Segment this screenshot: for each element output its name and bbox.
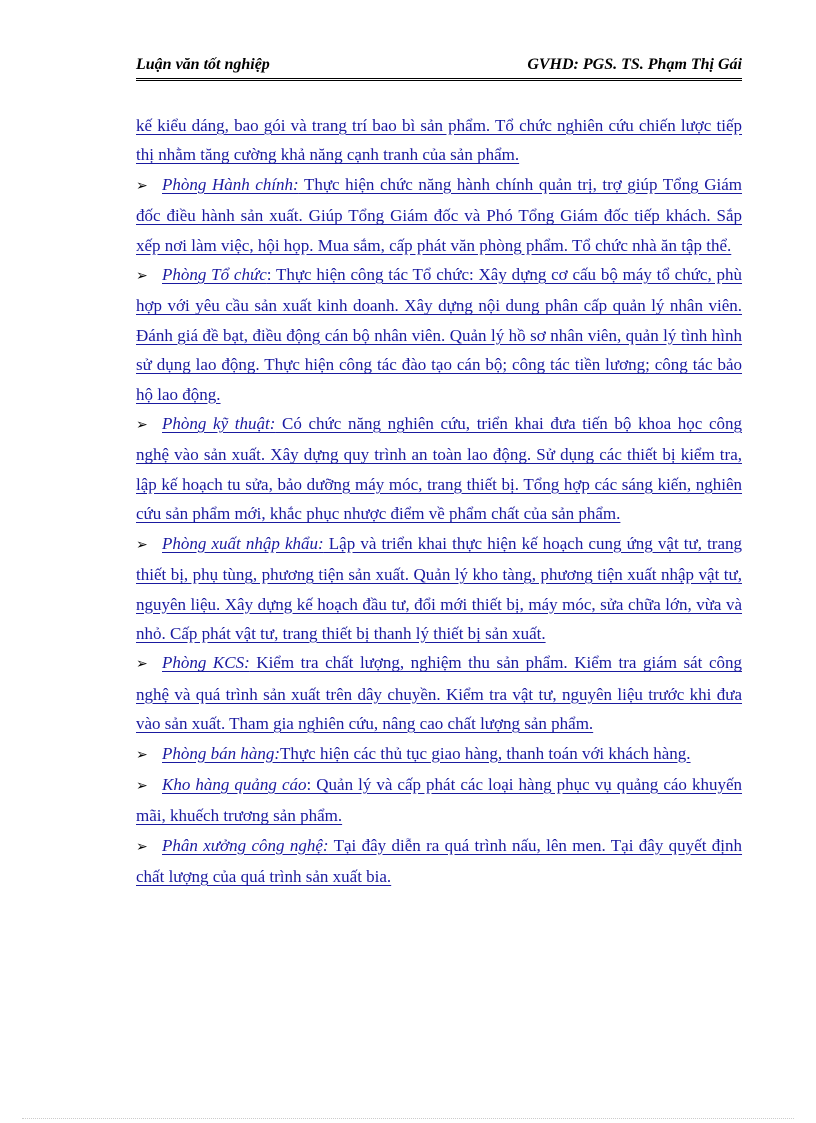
item-title: Kho hàng quảng cáo xyxy=(162,774,307,794)
arrow-bullet-icon: ➢ xyxy=(136,747,148,763)
item-title: Phòng Tổ chức xyxy=(162,265,267,285)
arrow-bullet-icon: ➢ xyxy=(136,178,148,194)
item-title: Phân xưởng công nghệ: xyxy=(162,835,329,855)
item-title: Phòng kỹ thuật: xyxy=(162,414,276,434)
header-right: GVHD: PGS. TS. Phạm Thị Gái xyxy=(527,56,742,73)
list-item xyxy=(136,831,742,892)
arrow-bullet-icon: ➢ xyxy=(136,778,148,794)
item-text: Thực hiện chức năng hành chính quản trị, trợ giúp Tổng Giám đốc điều hành sản xuất. Giúp Tổng Giám đốc và Phó Tổng Giám đốc tiếp khách. Sắp xếp nơi làm việc, hội họp. Mua sắm, cấp phát văn phòng phẩm. Tổ chức nhà ăn tập thể. xyxy=(136,174,742,255)
item-text: Tại đây diễn ra quá trình nấu, lên men. Tại đây quyết định chất lượng của quá trình sản xuất bia. xyxy=(136,835,743,887)
document-body xyxy=(136,111,742,892)
list-item xyxy=(136,648,742,738)
item-title: Phòng Hành chính: xyxy=(162,174,299,194)
arrow-bullet-icon: ➢ xyxy=(136,839,148,855)
list-item xyxy=(136,739,742,770)
arrow-bullet-icon: ➢ xyxy=(136,657,148,673)
item-title: Phòng xuất nhập khẩu: xyxy=(162,533,324,553)
list-item xyxy=(136,529,742,649)
arrow-bullet-icon: ➢ xyxy=(136,269,148,285)
item-text: Lập và triển khai thực hiện kế hoạch cung ứng vật tư, trang thiết bị, phụ tùng, phương tiện sản xuất. Quản lý kho tàng, phương tiện xuất nhập vật tư, nguyên liệu. Xây dựng kế hoạch đầu tư, đổi mới thiết bị, máy móc, sửa chữa lớn, vừa và nhỏ. Cấp phát vật tư, trang thiết bị thanh lý thiết bị sản xuất. xyxy=(136,533,742,643)
item-title: Phòng bán hàng: xyxy=(162,743,281,763)
item-text: : Quản lý và cấp phát các loại hàng phục vụ quảng cáo khuyến mãi, khuếch trương sản phẩm. xyxy=(136,774,742,826)
item-text: Kiểm tra chất lượng, nghiệm thu sản phẩm. Kiểm tra giám sát công nghệ và quá trình sản xuất trên dây chuyền. Kiểm tra vật tư, nguyên liệu trước khi đưa vào sản xuất. Tham gia nghiên cứu, nâng cao chất lượng sản phẩm. xyxy=(136,653,742,734)
list-item xyxy=(136,260,742,409)
page-header xyxy=(136,56,742,81)
arrow-bullet-icon: ➢ xyxy=(136,537,148,553)
intro-paragraph: kế kiểu dáng, bao gói và trang trí bao bì sản phẩm. Tổ chức nghiên cứu chiến lược tiếp thị nhằm tăng cường khả năng cạnh tranh của sản phẩm. xyxy=(136,116,742,165)
list-item xyxy=(136,770,742,831)
item-text: Thực hiện các thủ tục giao hàng, thanh toán với khách hàng. xyxy=(280,743,691,763)
list-item xyxy=(136,409,742,529)
arrow-bullet-icon: ➢ xyxy=(136,418,148,434)
header-left: Luận văn tốt nghiệp xyxy=(136,56,270,73)
page-bottom-divider xyxy=(22,1118,794,1119)
list-item xyxy=(136,170,742,260)
item-title: Phòng KCS: xyxy=(162,653,250,673)
item-text: Có chức năng nghiên cứu, triển khai đưa tiến bộ khoa học công nghệ vào sản xuất. Xây dựng quy trình an toàn lao động. Sử dụng các thiết bị kiểm tra, lập kế hoạch tu sửa, bảo dưỡng máy móc, trang thiết bị. Tổng hợp các sáng kiến, nghiên cứu sản phẩm mới, khắc phục nhược điểm về phẩm chất của sản phẩm. xyxy=(136,414,742,524)
item-text: : Thực hiện công tác Tổ chức: Xây dựng cơ cấu bộ máy tổ chức, phù hợp với yêu cầu sản xuất kinh doanh. Xây dựng nội dung phân cấp quản lý nhân viên. Đánh giá đề bạt, điều động cán bộ nhân viên. Quản lý hồ sơ nhân viên, quản lý tình hình sử dụng lao động. Thực hiện công tác đào tạo cán bộ; công tác tiền lương; công tác bảo hộ lao động. xyxy=(136,265,742,404)
